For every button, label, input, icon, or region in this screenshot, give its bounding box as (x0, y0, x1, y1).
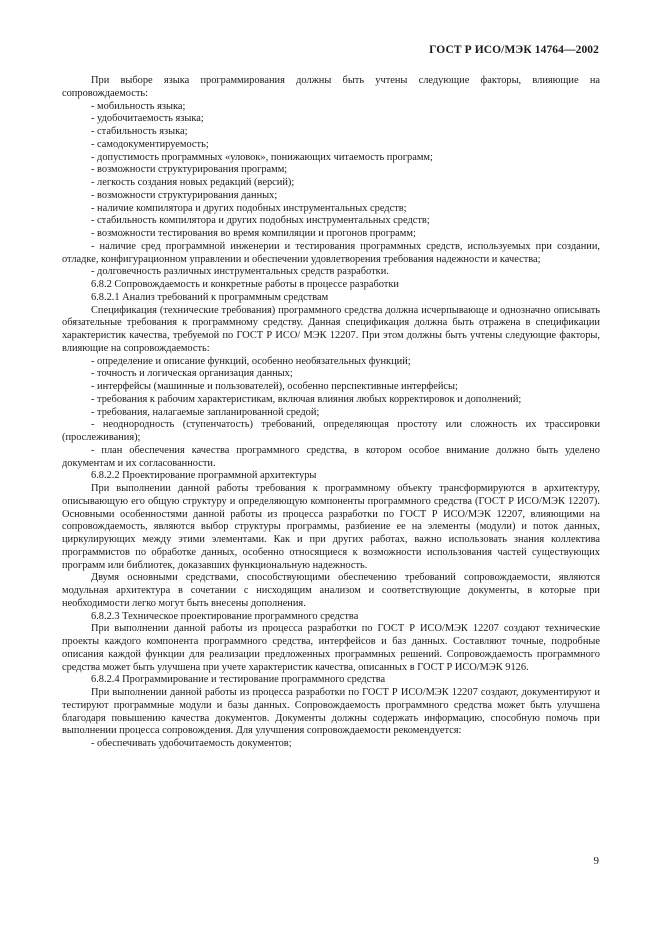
list-item: - стабильность компилятора и других подобных инструментальных средств; (91, 215, 430, 227)
list-item: - определение и описание функций, особенно необязательных функций; (91, 355, 411, 367)
paragraph-technical-design: При выполнении данной работы из процесса разработки по ГОСТ Р ИСО/МЭК 12207 создают технические проекты каждого компонента программного средства, интерфейсов и баз данных. Составляют точные, подробные описания каждой функции для реализации предложенных программных решений. Сопровождаемость программного средства может быть улучшена при учете характеристик качества, описанных в ГОСТ Р ИСО/МЭК 9126. (62, 623, 600, 673)
list-item: - точность и логическая организация данных; (91, 368, 293, 380)
list-item: - интерфейсы (машинные и пользователей), особенно перспективные интерфейсы; (91, 381, 458, 392)
list-item: - легкость создания новых редакций (версий); (91, 177, 295, 188)
list-item: - требования к рабочим характеристикам, включая влияния любых корректировок и дополнений; (91, 393, 522, 405)
list-item: - допустимость программных «уловок», понижающих читаемость программ; (91, 151, 433, 163)
document-body (62, 75, 600, 751)
list-item: - обеспечивать удобочитаемость документов; (91, 738, 292, 749)
section-heading-6-8-2-3: 6.8.2.3 Техническое проектирование программного средства (91, 610, 359, 622)
list-item: - мобильность языка; (91, 100, 186, 112)
paragraph-intro: При выборе языка программирования должны быть учтены следующие факторы, влияющие на сопровождаемость: (62, 75, 600, 99)
paragraph-architecture: При выполнении данной работы требования к программному объекту трансформируются в архитектуру, описывающую его общую структуру и определяющую компоненты программного средства (ГОСТ Р ИСО/МЭК 12207). Основными особенностями данной работы из процесса разработки по ГОСТ Р ИСО/МЭК 12207, влияющими на сопровождаемость, являются выбор структуры программы, разбиение ее на элементы (модули) и поток данных, циркулирующих между этими элементами. Как и при других работах, важно использовать знания коллектива программистов по обработке данных, особенно относящиеся к возможности использования частей существующих программ или библиотек, доказавших функциональную надежность. (62, 483, 600, 571)
list-item: - требования, налагаемые запланированной средой; (91, 406, 320, 418)
page-number: 9 (593, 855, 599, 867)
list-item: - самодокументируемость; (91, 138, 209, 150)
section-heading-6-8-2-1: 6.8.2.1 Анализ требований к программным средствам (91, 291, 329, 303)
document-code-header: ГОСТ Р ИСО/МЭК 14764—2002 (429, 44, 599, 56)
list-item: - возможности структурирования данных; (91, 189, 278, 201)
paragraph-architecture-means: Двумя основными средствами, способствующими обеспечению требований сопровождаемости, являются модульная архитектура в сочетании с нисходящим анализом и соответствующие документы, в которые при необходимости легко могут быть внесены дополнения. (62, 572, 600, 609)
paragraph-programming-testing: При выполнении данной работы из процесса разработки по ГОСТ Р ИСО/МЭК 12207 создают, документируют и тестируют программные модули и базы данных. Сопровождаемость программного средства может быть улучшена благодаря повышению качества документов. Документы должны содержать информацию, способную помочь при выполнении процесса сопровождения. Для улучшения сопровождаемости рекомендуется: (62, 687, 600, 737)
section-heading-6-8-2: 6.8.2 Сопровождаемость и конкретные работы в процессе разработки (91, 279, 399, 290)
section-heading-6-8-2-2: 6.8.2.2 Проектирование программной архитектуры (91, 470, 317, 482)
list-item: - наличие компилятора и других подобных инструментальных средств; (91, 202, 407, 214)
list-item: - долговечность различных инструментальных средств разработки. (91, 266, 389, 278)
list-item: - возможности тестирования во время компиляции и прогонов программ; (91, 228, 416, 239)
list-item: - наличие сред программной инженерии и тестирования программных средств, используемых при создании, отладке, конфигурационном управлении и обеспечении удовлетворения требования надежности и качества; (62, 240, 600, 265)
section-heading-6-8-2-4: 6.8.2.4 Программирование и тестирование программного средства (91, 674, 386, 686)
list-item: - возможности структурирования программ; (91, 164, 288, 176)
list-item: - стабильность языка; (91, 126, 188, 137)
list-item: - неоднородность (ступенчатость) требований, определяющая простоту или сложность их трассировки (прослеживания); (62, 419, 600, 443)
paragraph-requirements: Спецификация (технические требования) программного средства должна исчерпывающе и однозначно описывать обязательные требования к программному средству. Данная спецификация должна быть отражена в спецификации характеристик качества, требуемой по ГОСТ Р ИСО/ МЭК 12207. При этом должны быть учтены следующие факторы, влияющие на сопровождаемость: (62, 304, 600, 354)
list-item: - план обеспечения качества программного средства, в котором особое внимание должно быть уделено документам и их согласованности. (62, 444, 600, 469)
list-item: - удобочитаемость языка; (91, 113, 204, 125)
